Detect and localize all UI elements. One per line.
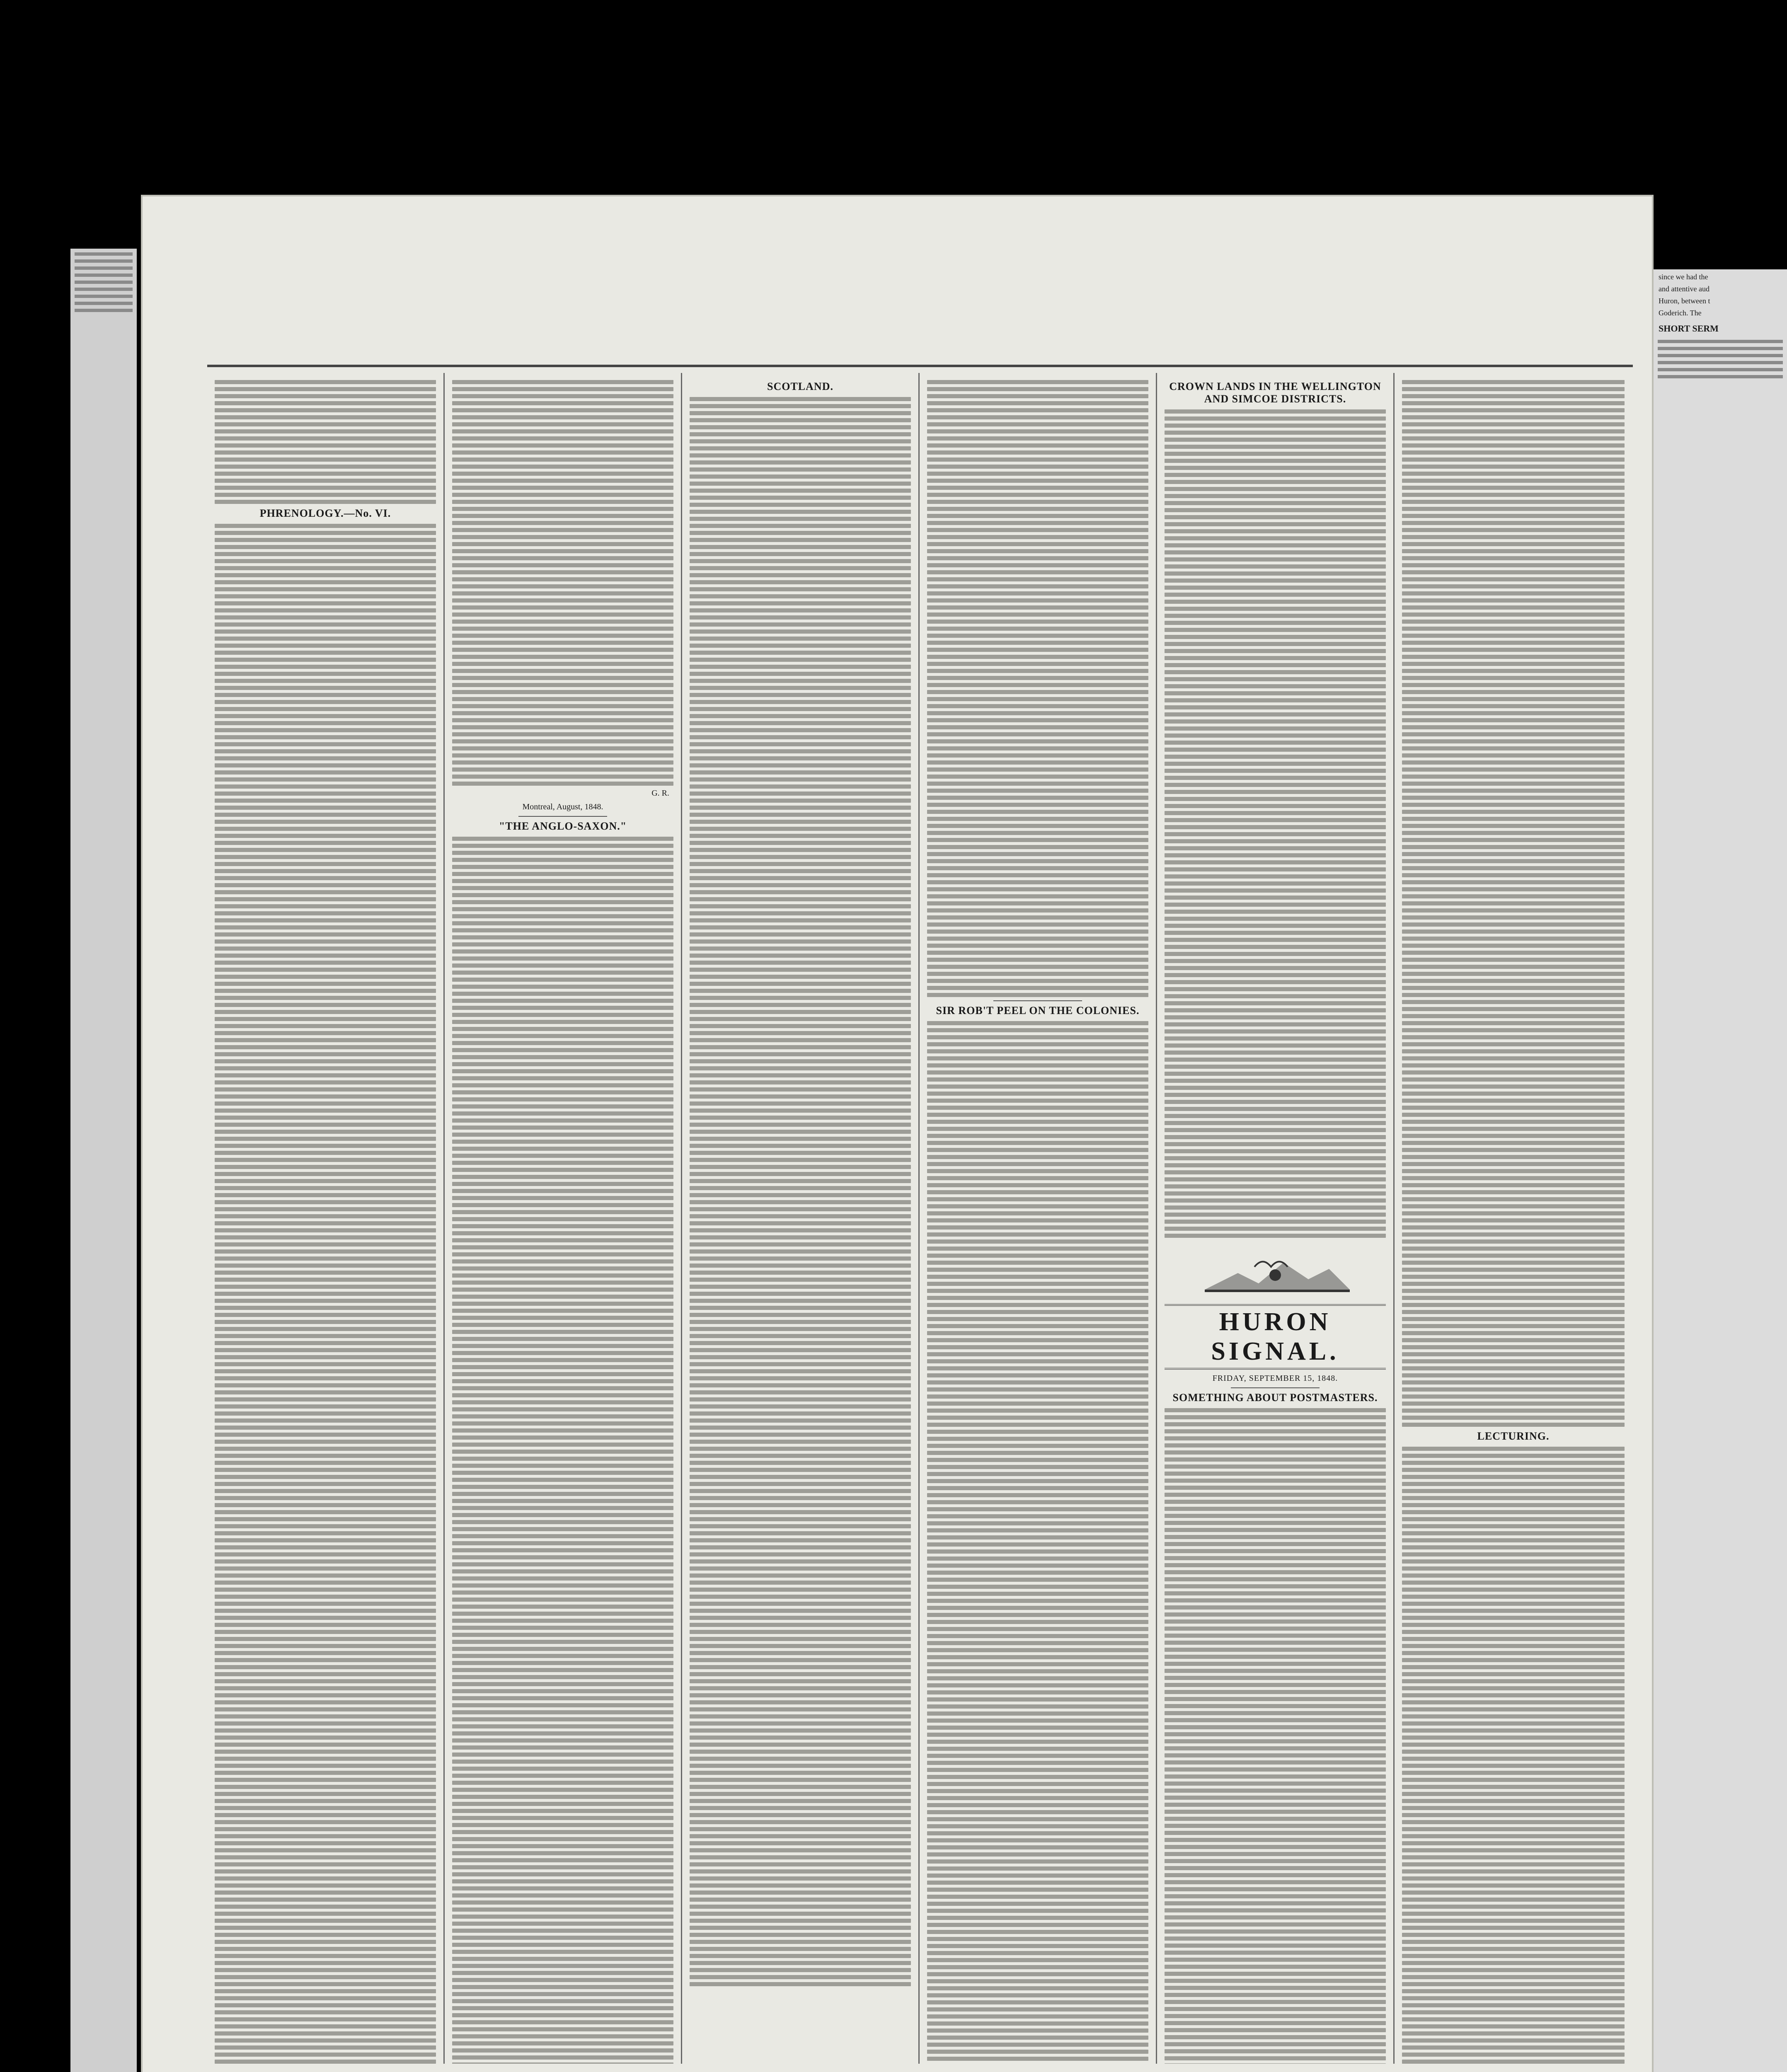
column-1 [207, 373, 445, 2064]
fragment-line: Goderich. The [1659, 309, 1702, 317]
column-2 [445, 373, 682, 2064]
masthead-date: FRIDAY, SEPTEMBER 15, 1848. [1212, 1374, 1338, 1383]
article-heading: SCOTLAND. [767, 380, 833, 392]
fragment-line: Huron, between t [1659, 297, 1710, 305]
article-heading: "THE ANGLO-SAXON." [499, 820, 627, 832]
column-6 [1395, 373, 1632, 2064]
column-5 [1157, 373, 1395, 2064]
columns [207, 373, 1633, 2064]
masthead-emblem [1188, 1250, 1362, 1300]
article-heading: SOMETHING ABOUT POSTMASTERS. [1172, 1392, 1378, 1404]
newspaper-page [141, 195, 1654, 2072]
article-heading: LECTURING. [1477, 1430, 1550, 1442]
right-page-fragment [1654, 269, 1787, 2072]
fragment-heading: SHORT SERM [1659, 323, 1719, 334]
masthead [1165, 1250, 1386, 1383]
article-signature: G. R. [651, 789, 669, 798]
article-heading: CROWN LANDS IN THE WELLINGTON AND SIMCOE DISTRICTS. [1169, 380, 1381, 405]
column-3 [682, 373, 920, 2064]
article-dateline: Montreal, August, 1848. [522, 802, 603, 811]
fragment-line: and attentive aud [1659, 285, 1710, 293]
article-heading: PHRENOLOGY.—No. VI. [259, 507, 391, 519]
masthead-title: HURON SIGNAL. [1165, 1304, 1386, 1370]
fragment-line: since we had the [1659, 273, 1708, 281]
column-4 [920, 373, 1157, 2064]
top-rule [207, 365, 1633, 367]
left-page-fragment [70, 249, 137, 2072]
article-heading: SIR ROB'T PEEL ON THE COLONIES. [936, 1005, 1140, 1017]
